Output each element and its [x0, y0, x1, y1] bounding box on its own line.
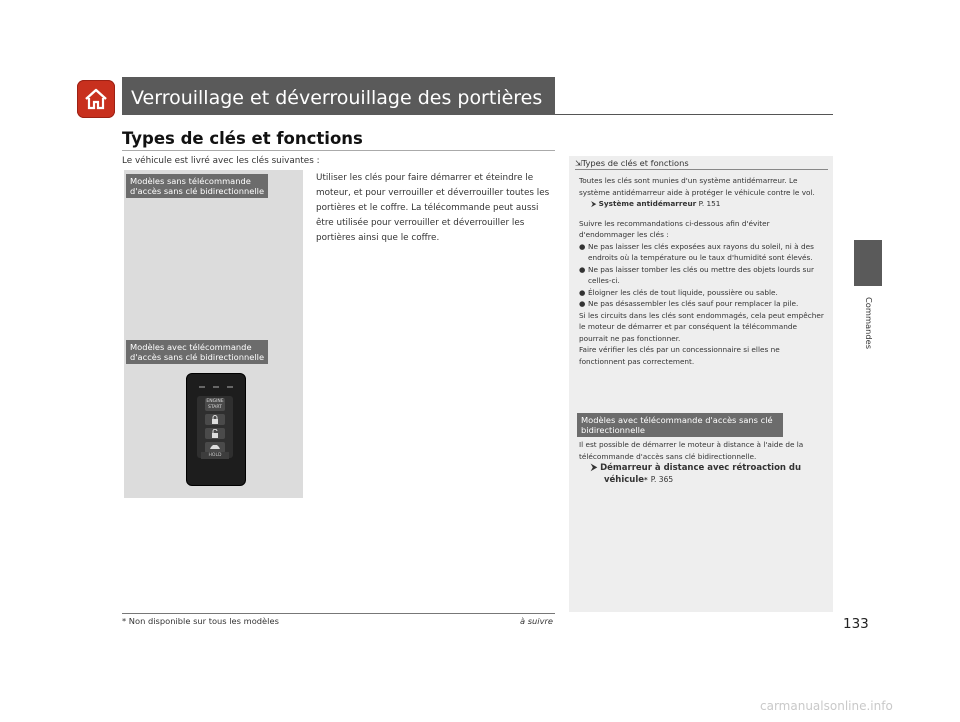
care-intro: Suivre les recommandations ci-dessous afin d'éviter d'endommager les clés : — [579, 218, 770, 239]
list-item: ● Éloigner les clés de tout liquide, poussière ou sable. — [579, 287, 778, 297]
remote-start-paragraph: Il est possible de démarrer le moteur à distance à l'aide de la télécommande d'accès sans clé bidirectionnelle. — [579, 440, 804, 461]
circuit-paragraph: Si les circuits dans les clés sont endommagés, cela peut empêcher le moteur de démarrer et par conséquent la télécommande pourrait ne pas fonctionner. — [579, 310, 824, 343]
immobilizer-paragraph: Toutes les clés sont munies d'un système antidémarreur. Le système antidémarreur aide à protéger le véhicule contre le vol. — [579, 176, 815, 197]
immobilizer-reference[interactable]: ⮞ Système antidémarreur P. 151 — [591, 199, 721, 208]
title-rule — [555, 114, 833, 115]
key-fob-illustration — [186, 373, 246, 486]
remote-start-content — [579, 439, 825, 486]
footer-note: * Non disponible sur tous les modèles — [122, 616, 279, 626]
remote-start-reference[interactable]: ⮞ Démarreur à distance avec rétroaction du véhicule* P. 365 — [591, 463, 802, 485]
note-icon: ⇲ — [575, 159, 582, 168]
watermark: carmanualsonline.info — [760, 699, 893, 713]
reference-arrow-icon: ⮞ — [591, 199, 599, 208]
section-rule — [122, 150, 555, 151]
keys-description: Utiliser les clés pour faire démarrer et éteindre le moteur, et pour verrouiller et déverrouiller toutes les portières et le coffre. La télécommande peut aussi être utilisée pour verrouiller et déverrouiller les portières ainsi que le coffre. — [316, 173, 550, 243]
fob-button-panel — [197, 396, 233, 458]
unlock-icon — [211, 429, 219, 438]
chapter-tab-label: Commandes — [864, 297, 874, 350]
list-item: ● Ne pas désassembler les clés sauf pour remplacer la pile. — [579, 299, 799, 308]
model-tag-remote-start: Modèles avec télécommande d'accès sans clé bidirectionnelle — [577, 413, 783, 437]
home-icon — [83, 87, 109, 111]
list-item: ● Ne pas laisser tomber les clés ou mettre des objets lourds sur celles-ci. — [579, 264, 814, 285]
sidebar-content — [579, 175, 825, 367]
sidebar-heading-rule — [575, 169, 828, 170]
section-title: Types de clés et fonctions — [122, 129, 363, 148]
bullet-icon: ● — [579, 241, 586, 251]
fob-indicator-lights — [199, 386, 233, 390]
continued-label: à suivre — [520, 616, 554, 626]
car-icon — [209, 444, 221, 451]
chapter-tab[interactable] — [854, 240, 882, 286]
home-button[interactable] — [77, 80, 115, 118]
intro-text: Le véhicule est livré avec les clés suivantes : — [122, 156, 320, 166]
fob-panic-button — [201, 452, 229, 459]
reference-arrow-icon: ⮞ — [591, 463, 601, 473]
bullet-icon: ● — [579, 287, 586, 297]
dealer-paragraph: Faire vérifier les clés par un concessionnaire si elles ne fonctionnent pas correctement. — [579, 345, 780, 366]
bullet-icon: ● — [579, 264, 586, 274]
fob-lock-button — [205, 414, 225, 425]
lock-icon — [211, 415, 219, 424]
bullet-icon: ● — [579, 299, 586, 308]
fob-hold-label: HOLD — [208, 453, 222, 458]
list-item: ● Ne pas laisser les clés exposées aux rayons du soleil, ni à des endroits où la température ou le taux d'humidité sont élevés. — [579, 241, 814, 262]
page-title: Verrouillage et déverrouillage des portières — [131, 87, 543, 109]
page-number: 133 — [843, 616, 869, 632]
fob-unlock-button — [205, 428, 225, 439]
model-tag-with-remote: Modèles avec télécommande d'accès sans clé bidirectionnelle — [126, 340, 268, 364]
footer-rule — [122, 613, 555, 614]
fob-engine-start-button: ENGINE START — [206, 399, 224, 410]
sidebar-heading: ⇲Types de clés et fonctions — [575, 158, 689, 168]
model-tag-without-remote: Modèles sans télécommande d'accès sans clé bidirectionnelle — [126, 174, 268, 198]
